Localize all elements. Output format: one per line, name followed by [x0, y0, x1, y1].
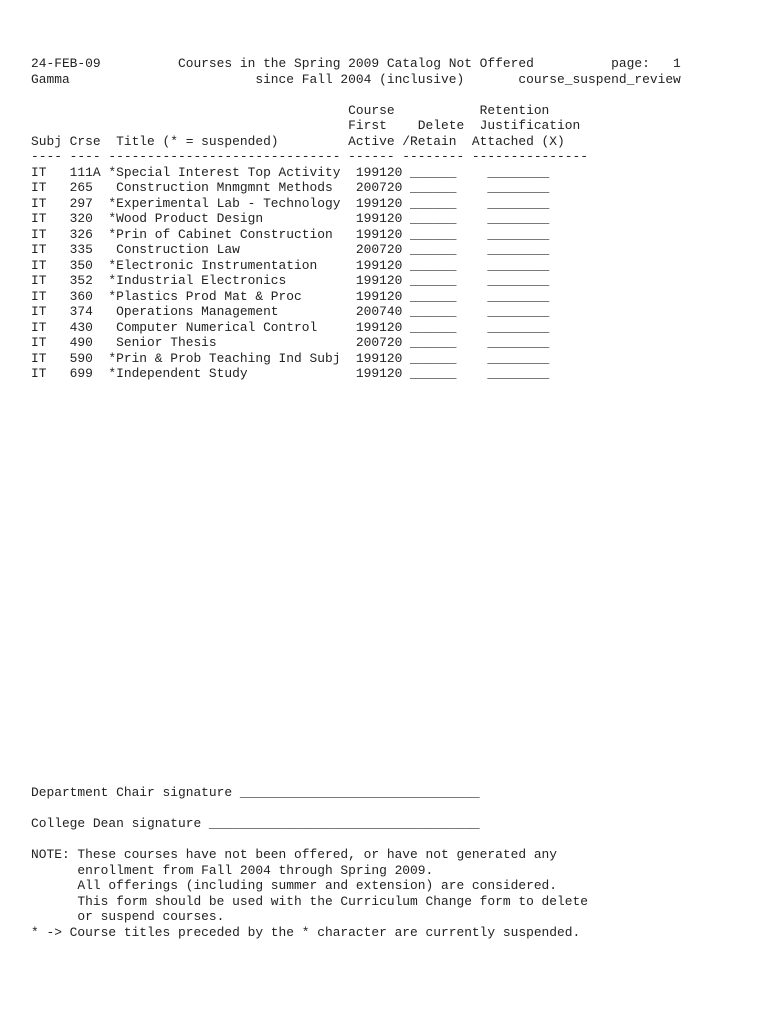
column-heading-rule: ---- ---- ------------------------------ ------ -------- ---------------	[31, 149, 588, 164]
table-row: IT 320 *Wood Product Design 199120 ______ ________	[31, 211, 550, 226]
table-row: IT 490 Senior Thesis 200720 ______ ________	[31, 335, 550, 350]
note-legend: * -> Course titles preceded by the * character are currently suspended.	[31, 924, 581, 940]
note-line: or suspend courses.	[31, 909, 225, 924]
note-line: NOTE: These courses have not been offered, or have not generated any	[31, 847, 558, 862]
table-row: IT 699 *Independent Study 199120 ______ ________	[31, 366, 550, 381]
column-heading-line-2: First Delete Justification	[31, 118, 581, 133]
table-row: IT 352 *Industrial Electronics 199120 ______ ________	[31, 273, 550, 288]
report-header-line-2: Gamma since Fall 2004 (inclusive) course_suspend_review	[31, 71, 681, 87]
table-row: IT 111A *Special Interest Top Activity 199120 ______ ________	[31, 164, 550, 180]
table-row: IT 360 *Plastics Prod Mat & Proc 199120 ______ ________	[31, 288, 550, 304]
table-row: IT 297 *Experimental Lab - Technology 199120 ______ ________	[31, 195, 550, 211]
college-dean-signature-line: College Dean signature ___________________________________	[31, 816, 480, 831]
column-heading-line-1: Course Retention	[31, 102, 550, 118]
table-row: IT 326 *Prin of Cabinet Construction 199120 ______ ________	[31, 226, 550, 242]
report-header-line-1: 24-FEB-09 Courses in the Spring 2009 Catalog Not Offered page: 1	[31, 56, 681, 71]
table-row: IT 430 Computer Numerical Control 199120 ______ ________	[31, 319, 550, 335]
column-heading-line-3: Subj Crse Title (* = suspended) Active /Retain Attached (X)	[31, 133, 565, 149]
table-row: IT 350 *Electronic Instrumentation 199120 ______ ________	[31, 257, 550, 273]
table-row: IT 265 Construction Mnmgmnt Methods 200720 ______ ________	[31, 180, 550, 195]
note-line: All offerings (including summer and extension) are considered.	[31, 878, 558, 893]
table-row: IT 590 *Prin & Prob Teaching Ind Subj 199120 ______ ________	[31, 350, 550, 366]
note-line: This form should be used with the Curriculum Change form to delete	[31, 893, 588, 909]
department-chair-signature-line: Department Chair signature _______________________________	[31, 785, 480, 800]
note-line: enrollment from Fall 2004 through Spring 2009.	[31, 862, 434, 878]
table-row: IT 335 Construction Law 200720 ______ ________	[31, 242, 550, 257]
table-row: IT 374 Operations Management 200740 ______ ________	[31, 304, 550, 319]
